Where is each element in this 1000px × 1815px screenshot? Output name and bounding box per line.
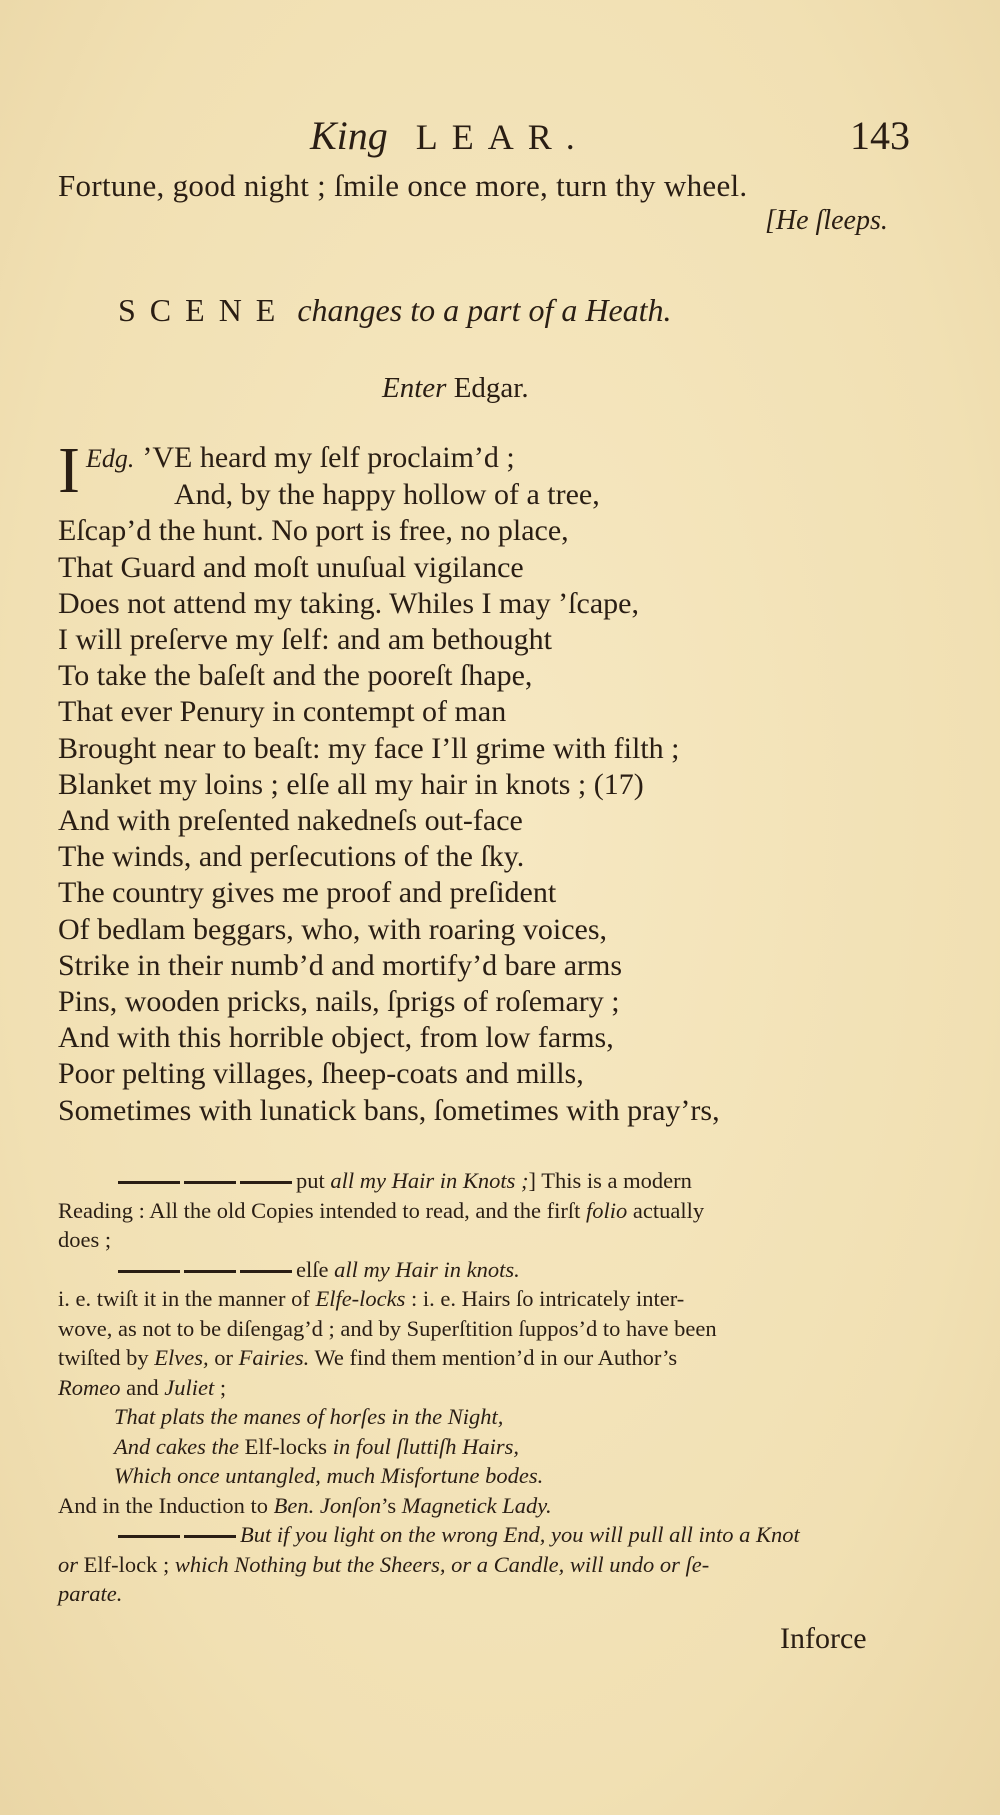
- italic-text: Elfe-locks: [315, 1286, 406, 1311]
- verse-line: [58, 622, 720, 658]
- verse-line: [58, 1093, 720, 1129]
- footnote-text: [58, 1373, 226, 1403]
- italic-text: Ben. Jonſon: [273, 1492, 382, 1518]
- verse-text: And, by the happy hollow of a tree,: [174, 478, 600, 512]
- roman-text: and: [120, 1374, 165, 1400]
- verse-text: Does not attend my taking. Whiles I may ’ſcape,: [58, 586, 639, 620]
- footnote-line: [58, 1343, 880, 1373]
- footnote-line: [58, 1550, 880, 1580]
- verse-text: Of bedlam beggars, who, with roaring voices,: [58, 912, 608, 946]
- footnote-text: [58, 1550, 709, 1580]
- roman-text: And in the Induction to: [58, 1492, 274, 1518]
- footnote-line: [58, 1520, 880, 1550]
- roman-text: or: [208, 1345, 239, 1370]
- roman-text: ;: [214, 1374, 227, 1400]
- italic-text: all my Hair in Knots ;: [330, 1168, 529, 1193]
- verse-line: [58, 1056, 720, 1092]
- italic-text: or: [58, 1551, 79, 1577]
- footnote-text: [114, 1461, 543, 1491]
- entrance-direction: [382, 372, 529, 405]
- verse-text: Poor pelting villages, ſheep-coats and mills,: [58, 1057, 584, 1091]
- verse-text: Blanket my loins ; elſe all my hair in knots ; (17): [58, 767, 644, 801]
- footnote-text: [118, 1166, 692, 1196]
- roman-text: : i. e. Hairs ſo intricately inter-: [405, 1286, 685, 1311]
- footnote-line: [58, 1432, 880, 1462]
- footnote-line: [58, 1284, 880, 1314]
- verse-line: [58, 513, 720, 549]
- scene-description: changes to a part of a Heath.: [297, 292, 672, 328]
- scene-heading: [118, 292, 672, 329]
- roman-text: ’s: [381, 1492, 402, 1518]
- footnote-line: [58, 1166, 880, 1196]
- verse-line: [58, 767, 720, 803]
- roman-text: does ;: [58, 1227, 112, 1252]
- verse-line: [58, 948, 720, 984]
- roman-text: i. e. twiſt it in the manner of: [58, 1286, 316, 1311]
- roman-text: Reading : All the old Copies intended to read, and the firſt: [58, 1197, 587, 1223]
- em-rule: [118, 1181, 180, 1184]
- footnote-line: [58, 1579, 880, 1609]
- footnote-text: [58, 1196, 704, 1226]
- italic-text: Which once untangled, much Misfortune bodes.: [114, 1463, 544, 1488]
- character-name: Edgar.: [453, 372, 529, 404]
- italic-text: Fairies.: [238, 1345, 310, 1370]
- roman-text: elſe: [296, 1256, 335, 1282]
- verse-line: [58, 477, 720, 513]
- verse-text: That Guard and moſt unuſual vigilance: [58, 550, 524, 584]
- footnote-line: [58, 1196, 880, 1226]
- italic-text: Magnetick Lady.: [401, 1492, 552, 1518]
- footnote-text: [58, 1491, 552, 1521]
- verse-text: Eſcap’d the hunt. No port is free, no place,: [58, 514, 569, 548]
- footnote-line: [58, 1373, 880, 1403]
- footnote-line: [58, 1225, 880, 1255]
- em-rule: [240, 1181, 292, 1184]
- roman-text: Elf-locks: [244, 1433, 328, 1459]
- italic-text: parate.: [58, 1581, 123, 1606]
- catchword: Inforce: [780, 1622, 867, 1655]
- footnote-line: [58, 1491, 880, 1521]
- verse-line: [58, 912, 720, 948]
- roman-text: put: [296, 1168, 331, 1193]
- verse-text: Pins, wooden pricks, nails, ſprigs of roſemary ;: [58, 985, 620, 1019]
- em-rule: [240, 1270, 292, 1273]
- footnote-text: [118, 1520, 800, 1550]
- italic-text: all my Hair in knots.: [334, 1256, 520, 1282]
- footnote-text: [58, 1225, 111, 1255]
- verse-line-fortune: Fortune, good night ; ſmile once more, turn thy wheel.: [58, 168, 748, 203]
- footnote-text: [58, 1343, 677, 1373]
- enter-word: Enter: [382, 372, 447, 404]
- footnote-text: [114, 1432, 519, 1462]
- verse-text: ’VE heard my ſelf proclaim’d ;: [142, 441, 515, 474]
- verse-line: [58, 731, 720, 767]
- italic-text: in foul ſluttiſh Hairs,: [327, 1433, 519, 1459]
- verse-text: The country gives me proof and preſident: [58, 876, 557, 910]
- verse-line: [58, 803, 720, 839]
- italic-text: Romeo: [58, 1374, 121, 1400]
- italic-text: That plats the manes of horſes in the Night,: [114, 1404, 504, 1429]
- roman-text: actually: [627, 1197, 705, 1223]
- italic-text: Juliet: [164, 1374, 215, 1400]
- footnote-line: [58, 1461, 880, 1491]
- roman-text: Elf-lock ;: [78, 1551, 175, 1577]
- verse-text: To take the baſeſt and the pooreſt ſhape,: [58, 659, 533, 693]
- em-rule: [184, 1535, 236, 1538]
- verse-block: [58, 434, 720, 1129]
- verse-line: [58, 1020, 720, 1056]
- italic-text: And cakes the: [114, 1433, 245, 1459]
- footnote-text: [58, 1284, 684, 1314]
- drop-cap: I: [58, 434, 80, 507]
- verse-line: [58, 839, 720, 875]
- roman-text: We find them mention’d in our Author’s: [309, 1345, 678, 1370]
- footnote-text: [58, 1579, 122, 1609]
- roman-text: twiſted by: [58, 1345, 155, 1370]
- footnote-block: [58, 1166, 880, 1609]
- footnote-text: [118, 1255, 520, 1285]
- verse-text: The winds, and perſecutions of the ſky.: [58, 840, 525, 874]
- verse-line: [58, 586, 720, 622]
- title-caps: LEAR.: [415, 117, 589, 157]
- footnote-line: [58, 1402, 880, 1432]
- verse-text: And with this horrible object, from low farms,: [58, 1021, 614, 1055]
- footnote-text: [114, 1402, 503, 1432]
- em-rule: [118, 1270, 180, 1273]
- verse-text: I will preſerve my ſelf: and am bethought: [58, 623, 553, 657]
- em-rule: [118, 1535, 180, 1538]
- italic-text: Elves,: [154, 1345, 209, 1370]
- title-italic: King: [310, 113, 388, 158]
- verse-text: And with preſented nakedneſs out-face: [58, 804, 523, 838]
- verse-text: That ever Penury in contempt of man: [58, 695, 507, 729]
- footnote-line: [58, 1314, 880, 1344]
- verse-text: Brought near to beaſt: my face I’ll grime with filth ;: [58, 731, 680, 765]
- em-rule: [184, 1270, 236, 1273]
- verse-line: [58, 550, 720, 586]
- verse-line: [58, 984, 720, 1020]
- verse-line: [58, 694, 720, 730]
- em-rule: [184, 1181, 236, 1184]
- italic-text: folio: [586, 1197, 628, 1223]
- scene-caps: SCENE: [118, 292, 290, 328]
- roman-text: wove, as not to be diſengag’d ; and by Superſtition ſuppos’d to have been: [58, 1315, 717, 1341]
- verse-text: Sometimes with lunatick bans, ſometimes with pray’rs,: [58, 1093, 720, 1127]
- speaker-prefix: Edg.: [85, 444, 135, 473]
- verse-line: [58, 875, 720, 911]
- verse-text: Strike in their numb’d and mortify’d bare arms: [58, 948, 623, 982]
- running-head: [310, 112, 589, 159]
- stage-direction: [He ſleeps.: [765, 205, 888, 236]
- italic-text: But if you light on the wrong End, you will pull all into a Knot: [240, 1522, 800, 1547]
- roman-text: ] This is a modern: [528, 1168, 692, 1193]
- page-number: 143: [850, 113, 910, 158]
- footnote-line: [58, 1255, 880, 1285]
- italic-text: which Nothing but the Sheers, or a Candle, will undo or ſe-: [174, 1551, 710, 1577]
- verse-line: [58, 658, 720, 694]
- footnote-text: [58, 1314, 717, 1344]
